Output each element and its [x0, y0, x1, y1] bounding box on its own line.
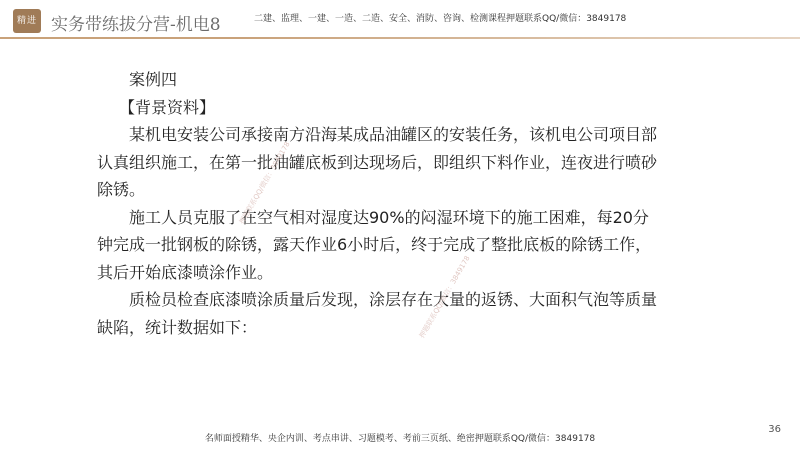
header-divider	[0, 37, 800, 39]
brand-logo: 精进	[13, 9, 41, 33]
slide-body	[97, 66, 657, 341]
slide-header	[0, 0, 800, 42]
paragraph-3: 质检员检查底漆喷涂质量后发现，涂层存在大量的返锈、大面积气泡等质量缺陷，统计数据如下：	[97, 290, 658, 337]
paragraph-2: 施工人员克服了在空气相对湿度达90%的闷湿环境下的施工困难，每20分钟完成一批钢板的除锈，露天作业6小时后，终于完成了整批底板的除锈工作，其后开始底漆喷涂作业。	[97, 207, 652, 282]
watermark: 押题联系QQ/微信：3849178	[417, 254, 472, 340]
section-label: 【背景资料】	[119, 97, 216, 117]
page-number: 36	[768, 424, 781, 435]
paragraph-1: 某机电安装公司承接南方沿海某成品油罐区的安装任务，该机电公司项目部认真组织施工，在第一批油罐底板到达现场后，即组织下料作业，连夜进行喷砂除锈。	[97, 125, 658, 199]
contact-banner: 二建、监理、一建、一造、二造、安全、消防、咨询、检测课程押题联系QQ/微信：3849178	[254, 14, 627, 24]
case-title: 案例四	[129, 70, 178, 89]
footer-banner: 名师面授精华、央企内训、考点串讲、习题模考、考前三页纸、绝密押题联系QQ/微信：3849178	[204, 434, 596, 444]
course-title: 实务带练拔分营-机电8	[51, 15, 221, 35]
watermark: 押题联系QQ/微信：3849178	[237, 140, 292, 226]
